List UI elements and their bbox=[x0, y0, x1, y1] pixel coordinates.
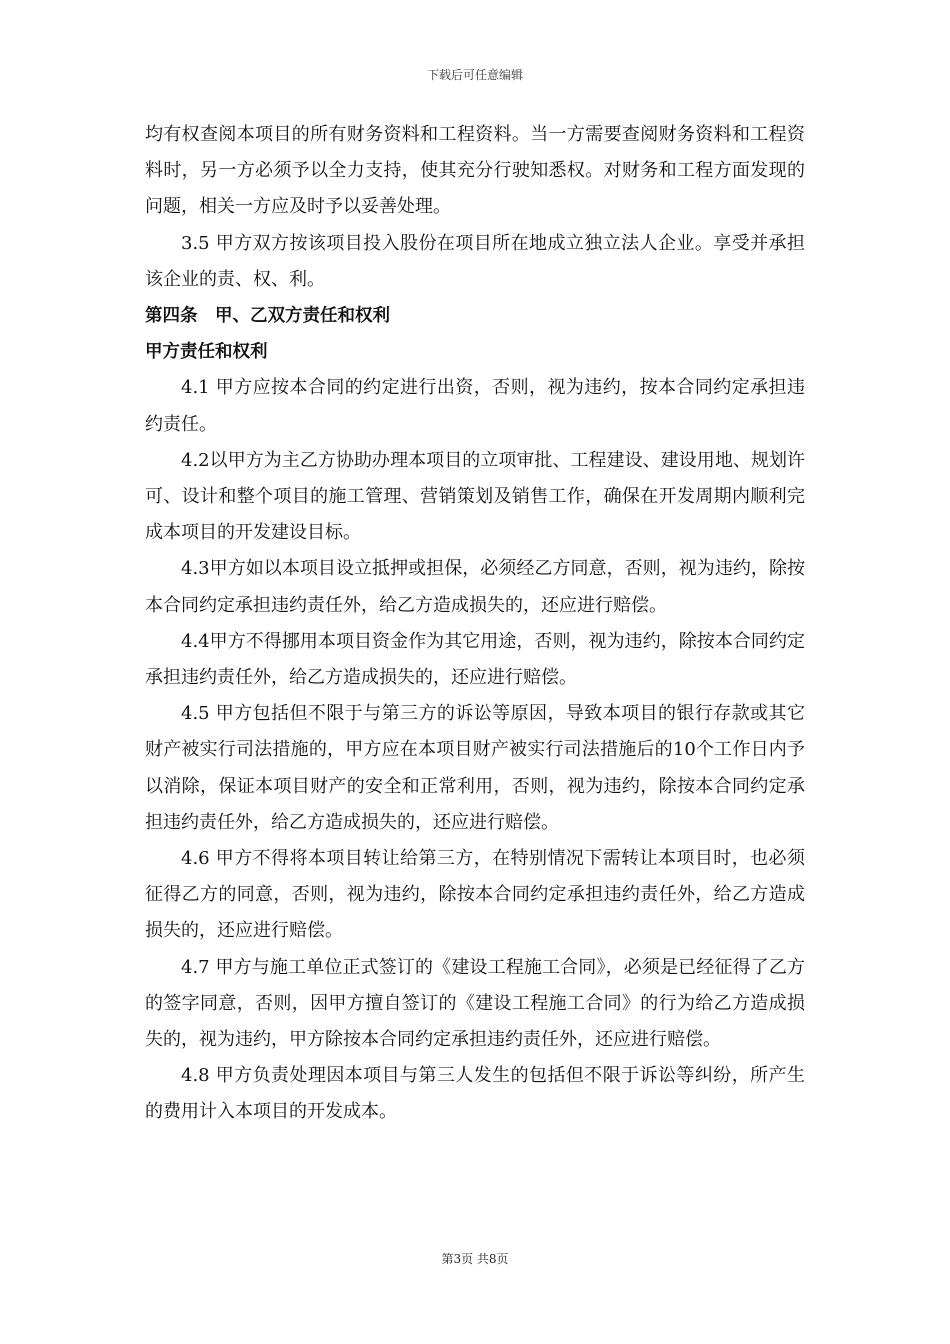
paragraph-4-3: 4.3甲方如以本项目设立抵押或担保，必须经乙方同意，否则，视为违约，除按本合同约定承担违约责任外，给乙方造成损失的，还应进行赔偿。 bbox=[145, 558, 805, 616]
paragraph-continuation: 均有权查阅本项目的所有财务资料和工程资料。当一方需要查阅财务资料和工程资料时，另一方必须予以全力支持，使其充分行驶知悉权。对财务和工程方面发现的问题，相关一方应及时予以妥善处理。 bbox=[145, 124, 805, 218]
paragraph-4-4: 4.4甲方不得挪用本项目资金作为其它用途，否则，视为违约，除按本合同约定承担违约责任外，给乙方造成损失的，还应进行赔偿。 bbox=[145, 630, 805, 689]
paragraph-4-8: 4.8 甲方负责处理因本项目与第三人发生的包括但不限于诉讼等纠纷，所产生的费用计入本项目的开发成本。 bbox=[145, 1065, 805, 1123]
paragraph-4-7: 4.7 甲方与施工单位正式签订的《建设工程施工合同》，必须是已经征得了乙方的签字同意，否则，因甲方擅自签订的《建设工程施工合同》的行为给乙方造成损失的，视为违约，甲方除按本合同约定承担违约责任外，还应进行赔偿。 bbox=[145, 956, 805, 1051]
page-header: 下载后可任意编辑 bbox=[426, 68, 523, 82]
subsection-heading-party-a: 甲方责任和权利 bbox=[145, 342, 268, 363]
paragraph-4-5: 4.5 甲方包括但不限于与第三方的诉讼等原因，导致本项目的银行存款或其它财产被实行司法措施的，甲方应在本项目财产被实行司法措施后的10个工作日内予以消除，保证本项目财产的安全和正常利用，否则，视为违约，除按本合同约定承担违约责任外，给乙方造成损失的，还应进行赔偿。 bbox=[145, 703, 805, 833]
document-body bbox=[145, 117, 805, 1131]
paragraph-4-2: 4.2以甲方为主乙方协助办理本项目的立项审批、工程建设、建设用地、规划许可、设计和整个项目的施工管理、营销策划及销售工作，确保在开发周期内顺利完成本项目的开发建设目标。 bbox=[145, 449, 805, 544]
paragraph-4-1: 4.1 甲方应按本合同的约定进行出资，否则，视为违约，按本合同约定承担违约责任。 bbox=[145, 377, 805, 435]
section-heading-article-4: 第四条 甲、乙双方责任和权利 bbox=[145, 306, 390, 327]
paragraph-3-5: 3.5 甲方双方按该项目投入股份在项目所在地成立独立法人企业。享受并承担该企业的责、权、利。 bbox=[145, 232, 805, 290]
page-footer: 第3页 共8页 bbox=[441, 1252, 509, 1266]
paragraph-4-6: 4.6 甲方不得将本项目转让给第三方，在特别情况下需转让本项目时，也必须征得乙方的同意，否则，视为违约，除按本合同约定承担违约责任外，给乙方造成损失的，还应进行赔偿。 bbox=[145, 848, 805, 942]
